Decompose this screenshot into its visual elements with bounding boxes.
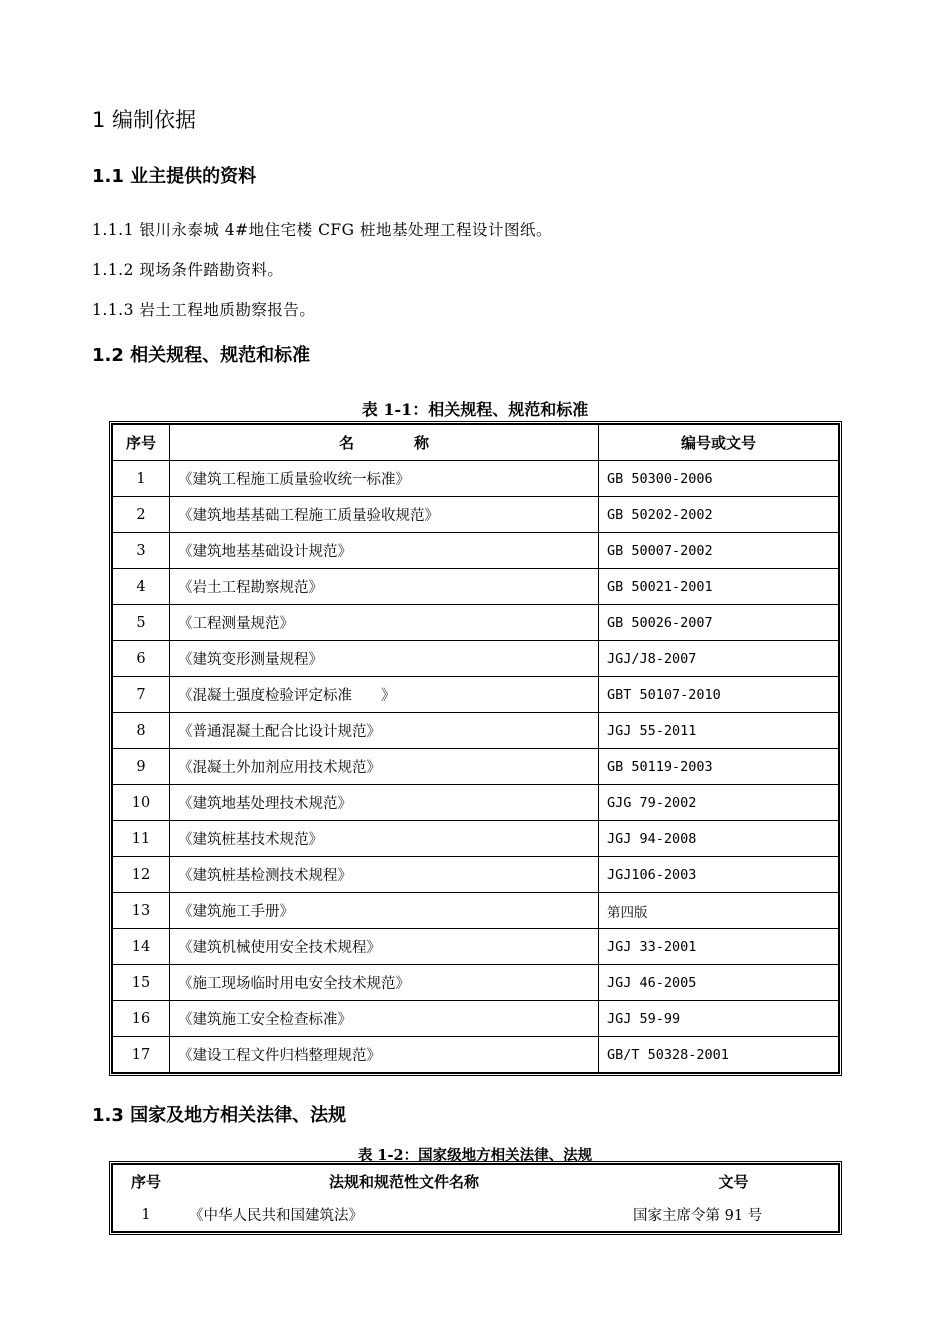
row-num: 17 [112,1037,170,1074]
table-row [112,569,839,605]
table-row [112,857,839,893]
row-code: 国家主席令第 91 号 [633,1208,763,1224]
row-code: GB 50202-2002 [599,497,840,533]
row-code: JGJ 46-2005 [599,965,840,1001]
row-code: GB 50026-2007 [599,605,840,641]
row-code: JGJ/J8-2007 [599,641,840,677]
row-code: JGJ 94-2008 [599,821,840,857]
laws-table [111,1163,840,1233]
row-name: 《混凝土强度检验评定标准 》 [170,677,599,713]
table-row [112,1001,839,1037]
row-name: 《建筑施工手册》 [170,893,599,929]
row-num: 11 [112,821,170,857]
row-code: 第四版 [599,893,840,929]
row-num: 6 [112,641,170,677]
row-name: 《工程测量规范》 [170,605,599,641]
section-1-2-title: 1.2 相关规程、规范和标准 [92,345,311,366]
row-num: 3 [112,533,170,569]
row-code: GBT 50107-2010 [599,677,840,713]
table-row [112,893,839,929]
table-row [112,713,839,749]
standards-table [111,423,840,1074]
row-code: JGJ 33-2001 [599,929,840,965]
row-name: 《建筑桩基检测技术规程》 [170,857,599,893]
table-row [112,461,839,497]
row-num: 1 [141,1206,151,1223]
section-1-3-title: 1.3 国家及地方相关法律、法规 [92,1105,347,1126]
row-name: 《建筑工程施工质量验收统一标准》 [170,461,599,497]
table-row [112,821,839,857]
row-num: 8 [112,713,170,749]
row-name: 《建设工程文件归档整理规范》 [170,1037,599,1074]
header-code: 文号 [718,1173,749,1191]
header-name: 法规和规范性文件名称 [328,1173,479,1191]
row-name: 《岩土工程勘察规范》 [170,569,599,605]
row-name: 《中华人民共和国建筑法》 [189,1208,363,1224]
row-num: 1 [112,461,170,497]
row-code: GB/T 50328-2001 [599,1037,840,1074]
table-header-row [112,1164,839,1198]
row-num: 15 [112,965,170,1001]
row-code: GB 50300-2006 [599,461,840,497]
row-num: 9 [112,749,170,785]
row-name: 《施工现场临时用电安全技术规范》 [170,965,599,1001]
table-row [112,641,839,677]
header-code: 编号或文号 [599,424,840,461]
row-num: 14 [112,929,170,965]
row-num: 10 [112,785,170,821]
header-num: 序号 [112,424,170,461]
row-code: JGJ 59-99 [599,1001,840,1037]
row-name: 《建筑地基处理技术规范》 [170,785,599,821]
table-row [112,605,839,641]
header-num: 序号 [130,1173,161,1191]
row-name: 《建筑机械使用安全技术规程》 [170,929,599,965]
row-name: 《建筑地基基础工程施工质量验收规范》 [170,497,599,533]
section-1-1-title: 1.1 业主提供的资料 [92,166,257,187]
row-num: 16 [112,1001,170,1037]
row-num: 13 [112,893,170,929]
table-row [112,749,839,785]
row-num: 7 [112,677,170,713]
table-row [112,1037,839,1074]
table-row [112,965,839,1001]
row-code: JGJ106-2003 [599,857,840,893]
row-name: 《普通混凝土配合比设计规范》 [170,713,599,749]
table-row [112,497,839,533]
row-num: 4 [112,569,170,605]
row-num: 2 [112,497,170,533]
row-name: 《建筑地基基础设计规范》 [170,533,599,569]
table-1-2-caption: 表 1-2：国家级地方相关法律、法规 [357,1147,593,1164]
paragraph-1-1-2: 1.1.2 现场条件踏勘资料。 [92,261,284,279]
paragraph-1-1-1: 1.1.1 银川永泰城 4#地住宅楼 CFG 桩地基处理工程设计图纸。 [92,221,552,239]
table-1-1-caption: 表 1-1：相关规程、规范和标准 [361,400,589,419]
paragraph-1-1-3: 1.1.3 岩土工程地质勘察报告。 [92,301,316,319]
header-name: 名 称 [170,424,599,461]
table-row [112,785,839,821]
row-code: GB 50007-2002 [599,533,840,569]
table-row [112,1198,839,1232]
row-code: JGJ 55-2011 [599,713,840,749]
row-name: 《建筑桩基技术规范》 [170,821,599,857]
row-code: GB 50021-2001 [599,569,840,605]
row-code: GB 50119-2003 [599,749,840,785]
table-row [112,533,839,569]
table-row [112,677,839,713]
row-name: 《建筑施工安全检查标准》 [170,1001,599,1037]
table-row [112,929,839,965]
row-name: 《建筑变形测量规程》 [170,641,599,677]
row-name: 《混凝土外加剂应用技术规范》 [170,749,599,785]
row-code: GJG 79-2002 [599,785,840,821]
row-num: 5 [112,605,170,641]
heading-1: 1 编制依据 [92,108,197,132]
table-header-row [112,424,839,461]
row-num: 12 [112,857,170,893]
